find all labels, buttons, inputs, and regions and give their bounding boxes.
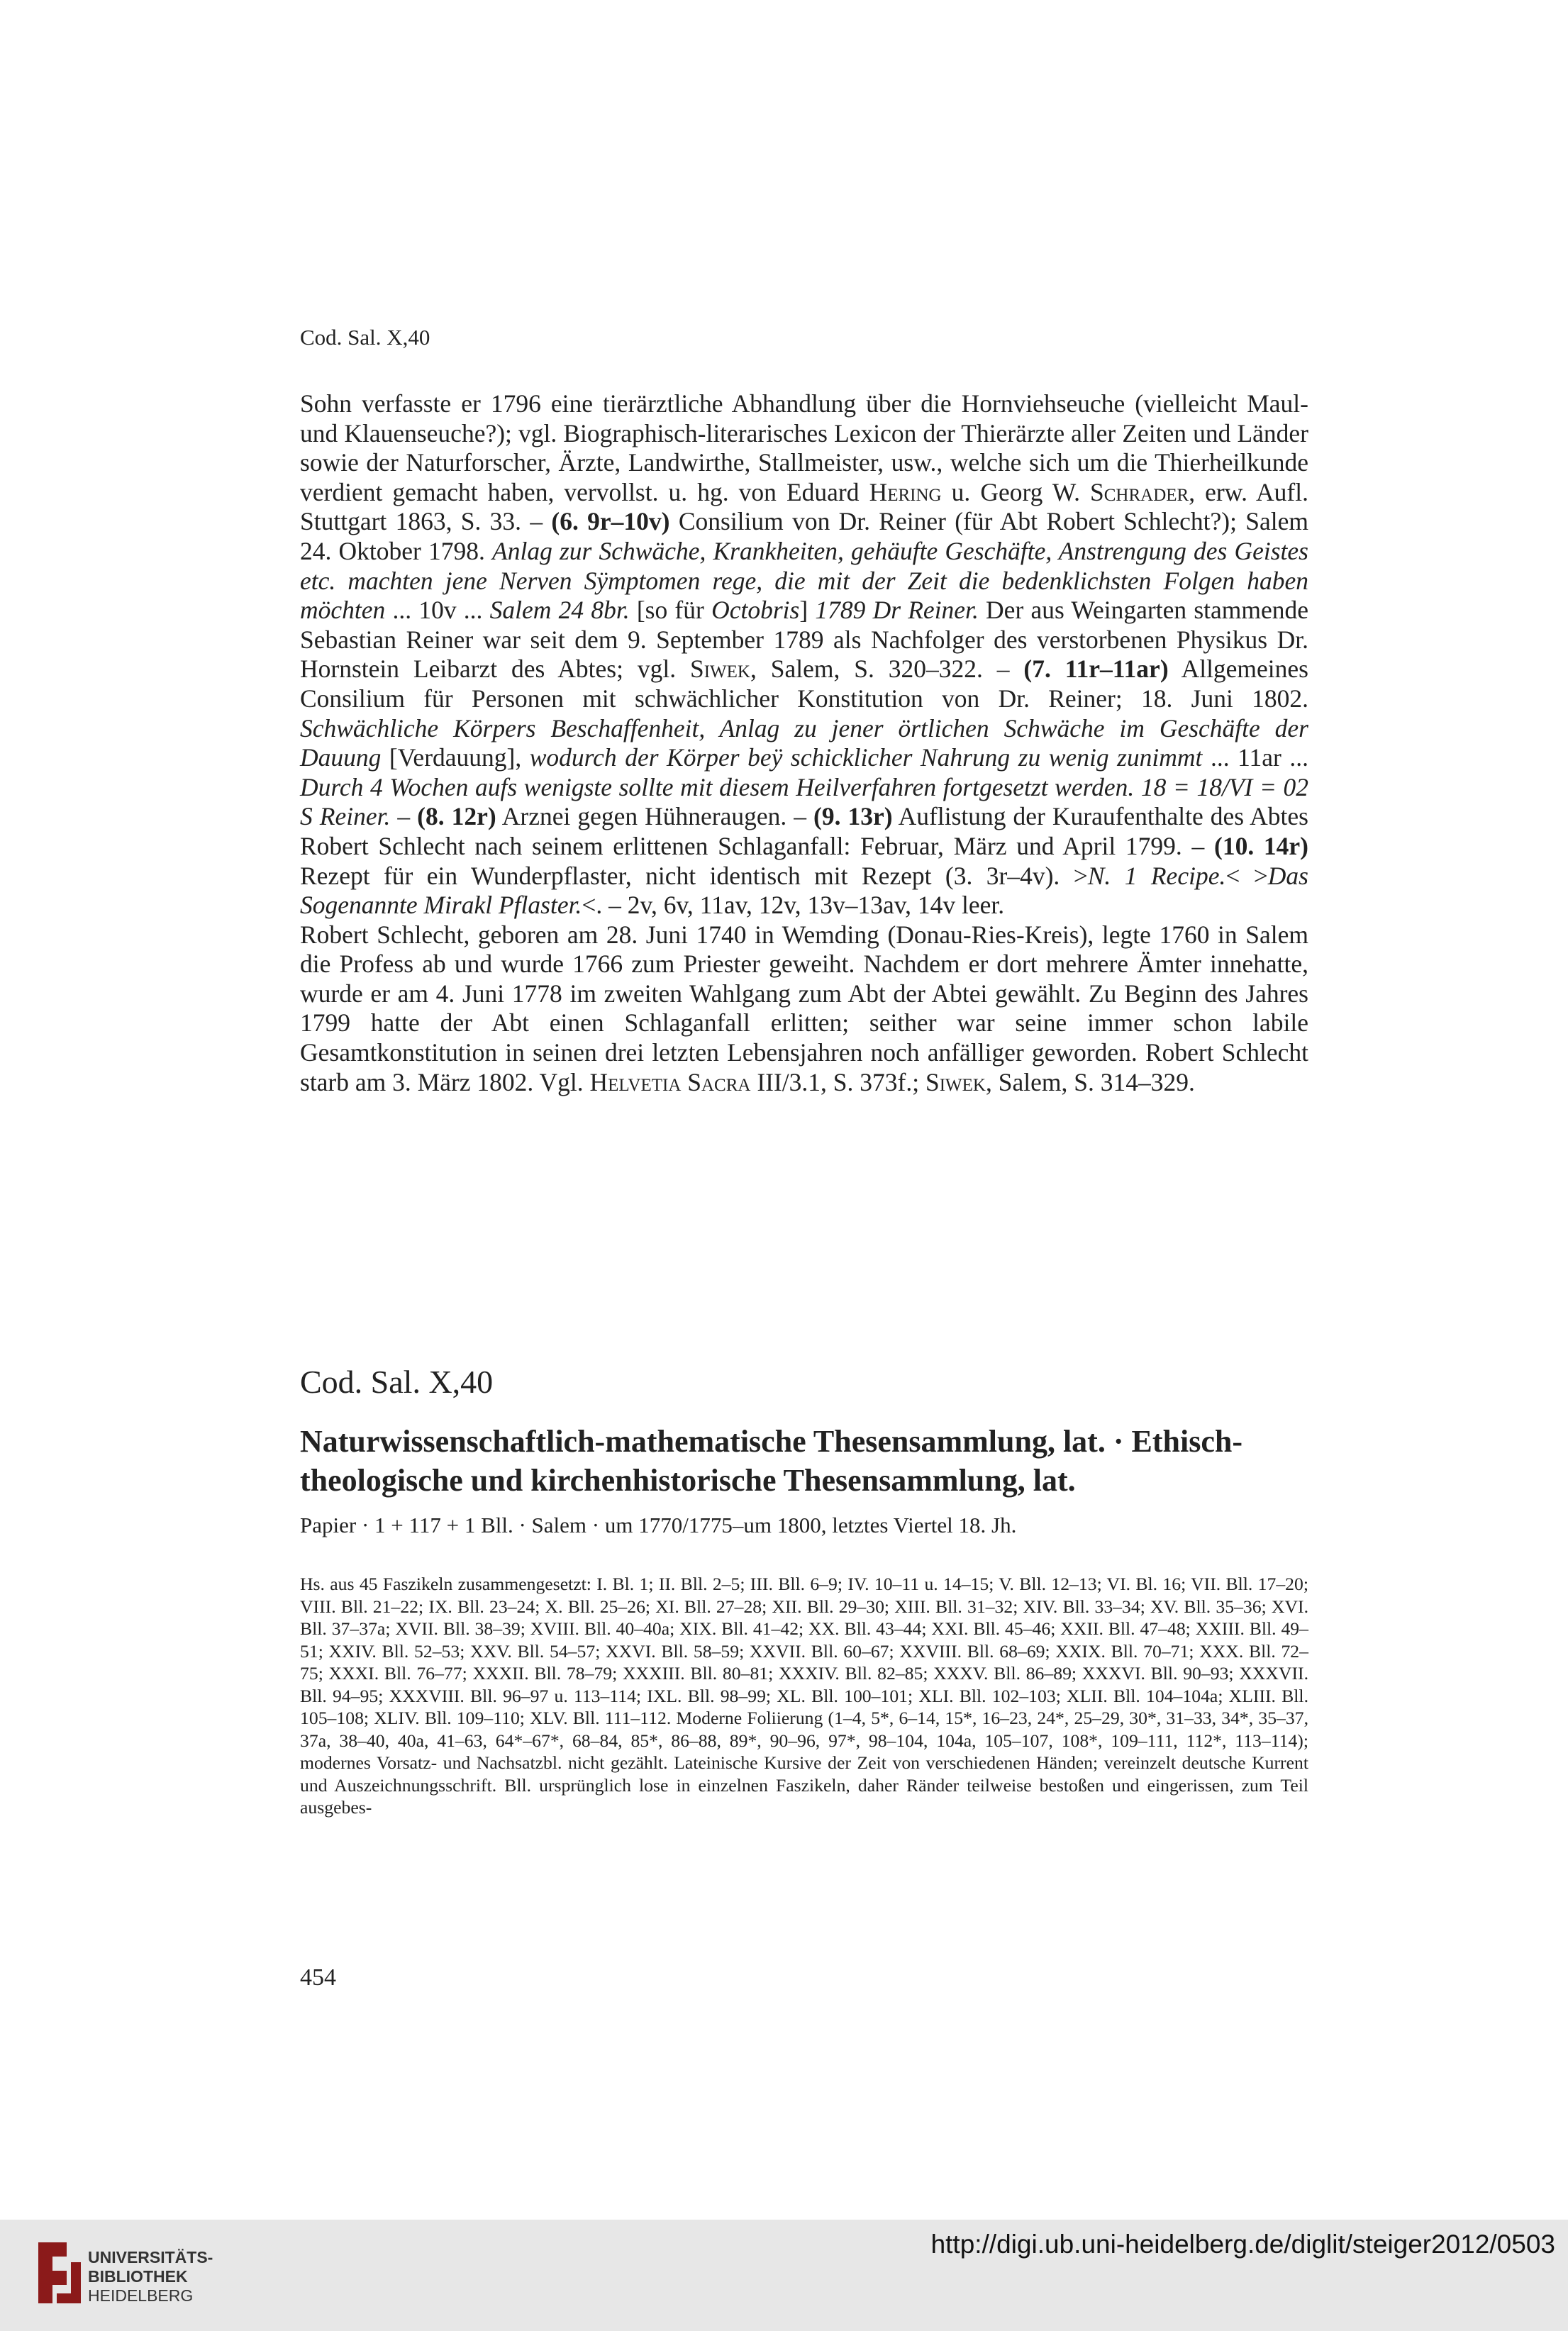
quoted-text: Durch 4 Wochen aufs wenigste sollte mit diesem Heilverfahren fortgesetzt werden. 18 = 18/VI = 02 S Reiner. (300, 772, 1308, 831)
quoted-text: Anlag zur Schwäche, Krankheiten, gehäufte Geschäfte, Anstrengung des Geistes etc. machten jene Nerven Sÿmptomen rege, die mit der Zeit die bedenklichsten Folgen haben möchten (300, 536, 1308, 625)
logo-line: BIBLIOTHEK (88, 2267, 188, 2286)
author-name: Hering (869, 477, 942, 506)
folio-reference: (7. 11r–11ar) (1023, 655, 1169, 684)
logo-line: UNIVERSITÄTS- (88, 2248, 213, 2266)
text-run: – (390, 802, 418, 831)
text-run: Der aus Weingarten stammende Sebastian Reiner war seit dem 9. September 1789 als Nachfolger des verstorbenen Physikus Dr. Hornstein Leibarzt des Abtes; vgl. (300, 596, 1309, 684)
permalink-url[interactable]: http://digi.ub.uni-heidelberg.de/diglit/steiger2012/0503 (930, 2230, 1555, 2259)
entry-description (300, 1573, 1308, 1819)
text-run: , Salem, S. 320–322. – (750, 655, 1024, 684)
text-run: Sohn verfasste er 1796 eine tierärztliche Abhandlung über die Hornviehseuche (vielleicht Maul- und Klauenseuche?); vgl. Biographisch-literarisches Lexicon der Thierärzte aller Zeiten und Länder sowie der Naturforscher, Ärzte, Landwirthe, Stallmeister, usw., welche sich um die Thierheilkunde verdient gemacht haben, vervollst. u. hg. von Eduard (300, 389, 1308, 506)
work-title: Helvetia Sacra (589, 1067, 751, 1096)
text-run: <. – 2v, 6v, 11av, 12v, 13v–13av, 14v leer. (582, 891, 1005, 920)
quoted-text: Salem 24 8br. (489, 596, 630, 625)
text-run: ... 11ar ... (1202, 743, 1308, 772)
running-header: Cod. Sal. X,40 (300, 325, 430, 350)
folio-reference: (8. 12r) (417, 802, 496, 831)
folio-reference: (6. 9r–10v) (551, 507, 670, 536)
library-logo-icon (28, 2234, 85, 2312)
body-text (300, 389, 1308, 1097)
author-name: Siwek (925, 1067, 986, 1096)
folio-reference: (9. 13r) (813, 802, 893, 831)
text-run: ... 10v ... (385, 596, 490, 625)
paragraph-continuation (300, 389, 1308, 920)
quoted-text: Das Sogenannte Mirakl Pflaster. (300, 861, 1308, 920)
quoted-text: Schwächliche Körpers Beschaffenheit, Anlag zu jener örtlichen Schwäche im Geschäfte der Dauung (300, 713, 1308, 772)
text-run: Allgemeines Consilium für Personen mit schwächlicher Konstitution von Dr. Reiner; 18. Juni 1802. (300, 655, 1308, 713)
text-run: Robert Schlecht, geboren am 28. Juni 1740 in Wemding (Donau-Ries-Kreis), legte 1760 in Salem die Profess ab und wurde 1766 zum Priester geweiht. Nachdem er dort mehrere Ämter innehatte, wurde er am 4. Juni 1778 im zweiten Wahlgang zum Abt der Abtei gewählt. Zu Beginn des Jahres 1799 hatte der Abt einen Schlaganfall erlitten; seither war seine immer schon labile Gesamtkonstitution in seinen drei letzten Lebensjahren noch anfälliger geworden. Robert Schlecht starb am 3. März 1802. Vgl. (300, 920, 1308, 1096)
entry-signature: Cod. Sal. X,40 (300, 1364, 494, 1400)
paragraph-biography (300, 920, 1308, 1098)
logo-line: HEIDELBERG (88, 2286, 194, 2305)
library-logo-text (88, 2248, 213, 2305)
text-run: < > (1225, 861, 1268, 890)
text-run: , erw. Aufl. Stuttgart 1863, S. 33. – (300, 477, 1308, 536)
author-name: Schrader (1090, 477, 1189, 506)
text-run: , Salem, S. 314–329. (985, 1067, 1195, 1096)
folio-reference: (10. 14r) (1214, 831, 1308, 860)
author-name: Siwek (689, 655, 750, 684)
text-run: u. Georg W. (941, 477, 1091, 506)
text-run: Auflistung der Kuraufenthalte des Abtes Robert Schlecht nach seinem erlittenen Schlaganfall: Februar, März und April 1799. – (300, 802, 1308, 860)
text-run: III/3.1, S. 373f.; (750, 1067, 925, 1096)
quoted-text: Octobris (711, 596, 800, 625)
page-number: 454 (300, 1964, 336, 1991)
entry-meta: Papier · 1 + 117 + 1 Bll. · Salem · um 1770/1775–um 1800, letztes Viertel 18. Jh. (300, 1513, 1017, 1537)
quoted-text: N. 1 Recipe. (1087, 861, 1226, 890)
entry-title: Naturwissenschaftlich-mathematische Thesensammlung, lat. · Ethisch-theologische und kirchenhistorische Thesensammlung, lat. (300, 1424, 1242, 1498)
text-run: [so für (629, 596, 712, 625)
text-run: Arznei gegen Hühneraugen. – (496, 802, 814, 831)
description-paragraph: Hs. aus 45 Faszikeln zusammengesetzt: I. Bl. 1; II. Bll. 2–5; III. Bll. 6–9; IV. 10–11 u. 14–15; V. Bll. 12–13; VI. Bl. 16; VII. Bll. 17–20; VIII. Bll. 21–22; IX. Bll. 23–24; X. Bll. 25–26; XI. Bll. 27–28; XII. Bll. 29–30; XIII. Bll. 31–32; XIV. Bll. 33–34; XV. Bll. 35–36; XVI. Bll. 37–37a; XVII. Bll. 38–39; XVIII. Bll. 40–40a; XIX. Bll. 41–42; XX. Bll. 43–44; XXI. Bll. 45–46; XXII. Bll. 47–48; XXIII. Bll. 49–51; XXIV. Bll. 52–53; XXV. Bll. 54–57; XXVI. Bll. 58–59; XXVII. Bll. 60–67; XXVIII. Bll. 68–69; XXIX. Bll. 70–71; XXX. Bll. 72–75; XXXI. Bll. 76–77; XXXII. Bll. 78–79; XXXIII. Bll. 80–81; XXXIV. Bll. 82–85; XXXV. Bll. 86–89; XXXVI. Bll. 90–93; XXXVII. Bll. 94–95; XXXVIII. Bll. 96–97 u. 113–114; IXL. Bll. 98–99; XL. Bll. 100–101; XLI. Bll. 102–103; XLII. Bll. 104–104a; XLIII. Bll. 105–108; XLIV. Bll. 109–110; XLV. Bll. 111–112. Moderne Foliierung (1–4, 5*, 6–14, 15*, 16–23, 24*, 25–29, 30*, 31–33, 34*, 35–37, 37a, 38–40, 40a, 41–63, 64*–67*, 68–84, 85*, 86–88, 89*, 90–96, 97*, 98–104, 104a, 105–107, 108*, 109–111, 112*, 113–114); modernes Vorsatz- und Nachsatzbl. nicht gezählt. Lateinische Kursive der Zeit von verschiedenen Händen; vereinzelt deutsche Kurrent und Auszeichnungsschrift. Bll. ursprünglich lose in einzelnen Faszikeln, daher Ränder teilweise bestoßen und eingerissen, zum Teil ausgebes- (300, 1574, 1308, 1818)
quoted-text: wodurch der Körper beÿ schicklicher Nahrung zu wenig zunimmt (529, 743, 1203, 772)
text-run: ] (799, 596, 816, 625)
text-run: Rezept für ein Wunderpflaster, nicht identisch mit Rezept (3. 3r–4v). > (300, 861, 1088, 890)
quoted-text: 1789 Dr Reiner. (815, 596, 979, 625)
text-run: [Verdauung], (381, 743, 530, 772)
text-run: Consilium von Dr. Reiner (für Abt Robert Schlecht?); Salem 24. Oktober 1798. (300, 507, 1308, 565)
